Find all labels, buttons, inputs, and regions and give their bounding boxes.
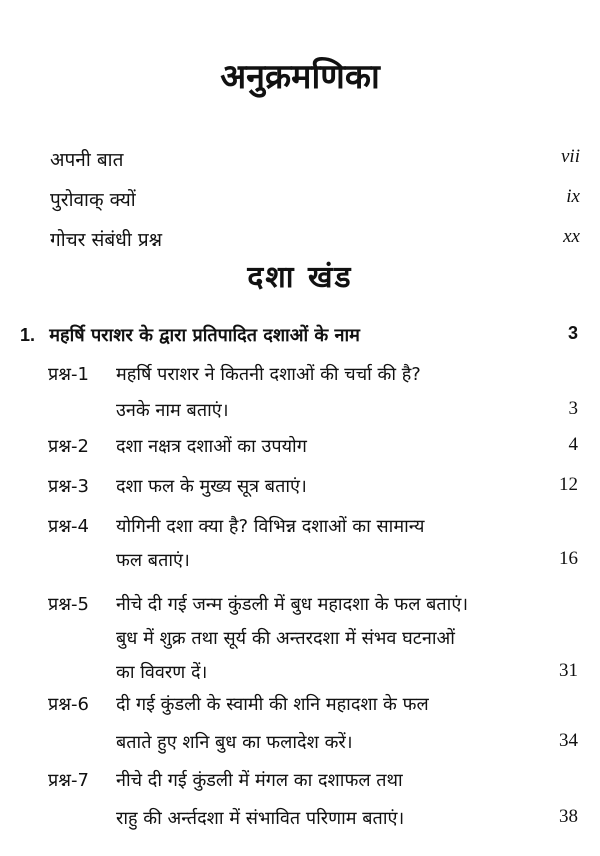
toc-entry-page: xx [563, 226, 580, 247]
page-title: अनुक्रमणिका [220, 57, 380, 97]
question-text: फल बताएं। [116, 550, 190, 571]
chapter-page: 3 [567, 323, 578, 343]
question-label: प्रश्न-7 [48, 770, 89, 791]
question-label: प्रश्न-3 [48, 476, 89, 497]
toc-entry-label: अपनी बात [50, 149, 124, 171]
toc-entry-front-2 [50, 186, 580, 212]
question-text: बताते हुए शनि बुध का फलादेश करें। [116, 732, 353, 753]
question-text: दशा नक्षत्र दशाओं का उपयोग [116, 436, 307, 457]
question-page: 12 [559, 474, 578, 495]
chapter-entry [20, 323, 578, 347]
question-page: 3 [568, 398, 578, 419]
toc-entry-page: vii [561, 146, 580, 167]
question-text: उनके नाम बताएं। [116, 400, 229, 421]
toc-entry-front-3 [50, 226, 580, 252]
question-text: दशा फल के मुख्य सूत्र बताएं। [116, 476, 307, 497]
question-page: 34 [559, 730, 578, 751]
question-page: 4 [568, 434, 578, 455]
toc-entry-label: गोचर संबंधी प्रश्न [50, 229, 163, 251]
chapter-title: महर्षि पराशर के द्वारा प्रतिपादित दशाओं के नाम [49, 325, 360, 346]
question-text: नीचे दी गई कुंडली में मंगल का दशाफल तथा [116, 770, 403, 791]
question-label: प्रश्न-6 [48, 694, 89, 715]
question-label: प्रश्न-4 [48, 516, 89, 537]
chapter-number: 1. [20, 325, 36, 345]
toc-entry-front-1 [50, 146, 580, 172]
question-text: योगिनी दशा क्या है? विभिन्न दशाओं का सामान्य [116, 516, 425, 537]
question-text: महर्षि पराशर ने कितनी दशाओं की चर्चा की है? [116, 364, 421, 385]
toc-entry-label: पुरोवाक् क्यों [50, 189, 136, 211]
question-page: 16 [559, 548, 578, 569]
question-page: 31 [559, 660, 578, 681]
question-label: प्रश्न-2 [48, 436, 89, 457]
toc-entry-page: ix [566, 186, 580, 207]
question-text: बुध में शुक्र तथा सूर्य की अन्तरदशा में संभव घटनाओं [116, 628, 455, 649]
question-text: दी गई कुंडली के स्वामी की शनि महादशा के फल [116, 694, 429, 715]
question-page: 38 [559, 806, 578, 827]
section-title: दशा खंड [247, 260, 353, 295]
question-text: राहु की अर्न्तदशा में संभावित परिणाम बताएं। [116, 808, 405, 829]
question-label: प्रश्न-5 [48, 594, 89, 615]
question-text: का विवरण दें। [116, 662, 208, 683]
question-label: प्रश्न-1 [48, 364, 89, 385]
question-text: नीचे दी गई जन्म कुंडली में बुध महादशा के फल बताएं। [116, 594, 469, 615]
